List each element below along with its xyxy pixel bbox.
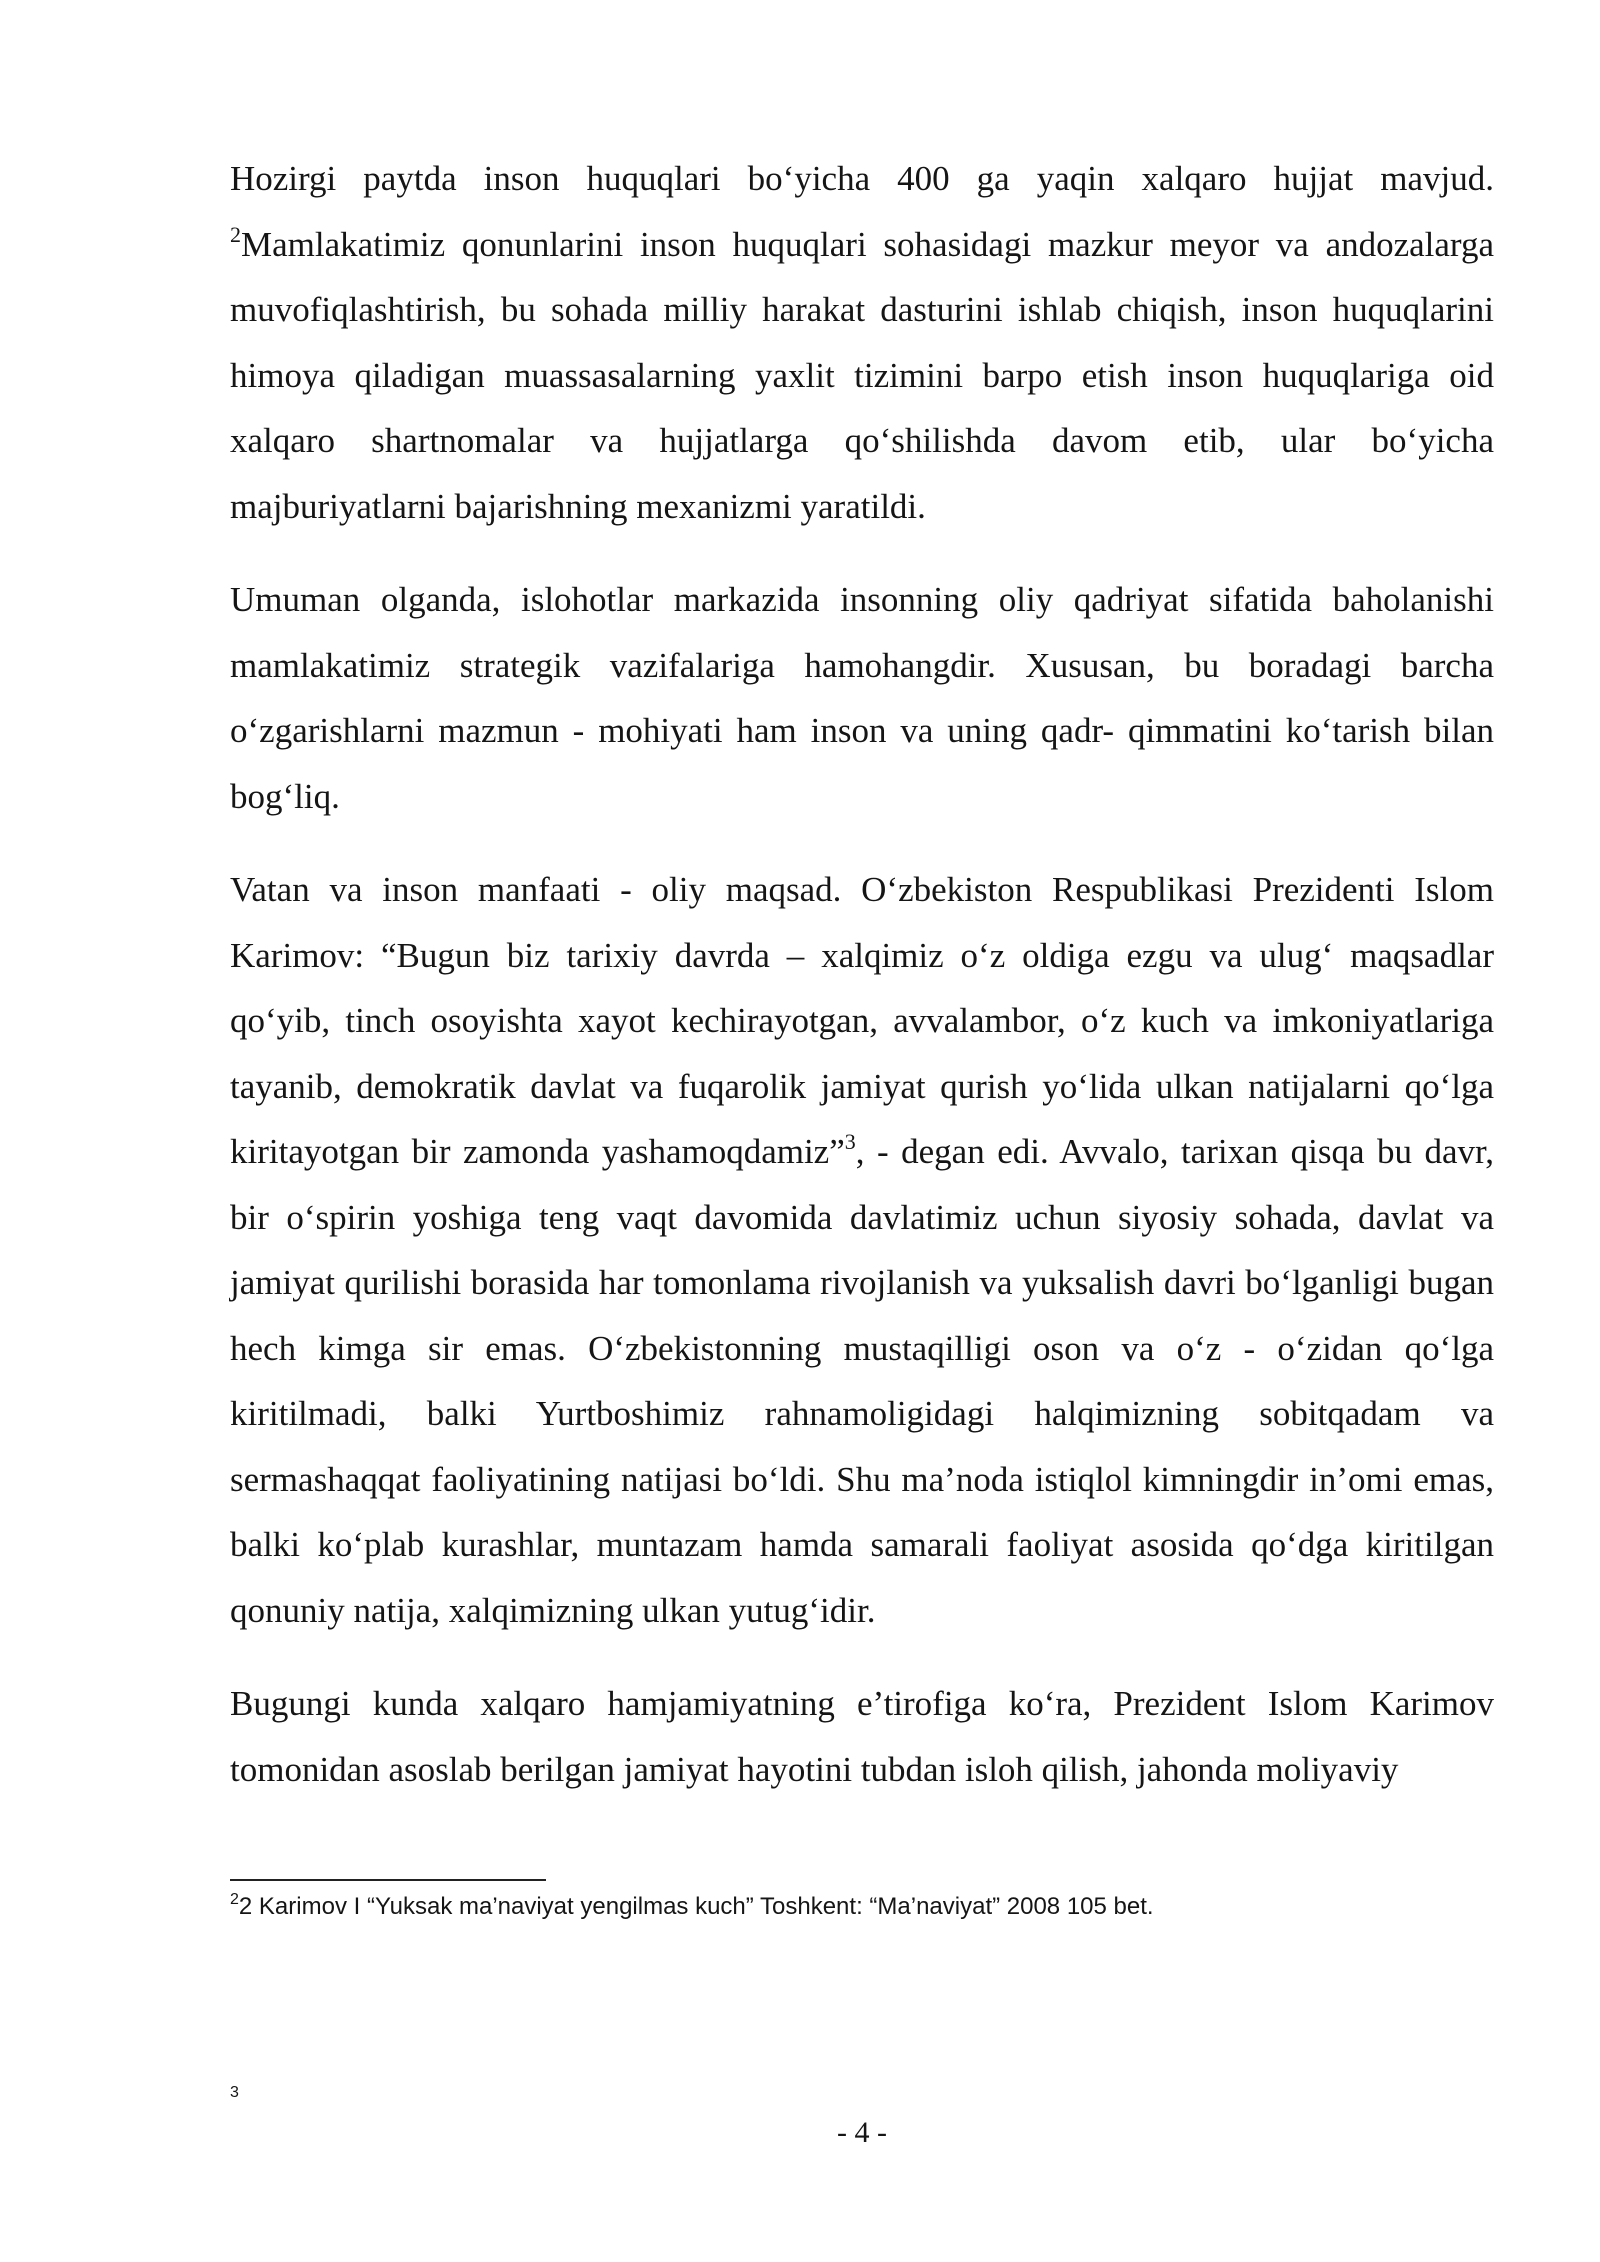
footnote-ref-2[interactable]: 2 [230,221,241,247]
footnote-3-marker: 3 [230,2084,239,2101]
body-text [230,146,1494,1802]
paragraph-1-text-a: Hozirgi paytda inson huquqlari bo‘yicha 400 ga yaqin xalqaro hujjat mavjud. [230,159,1494,198]
footnote-ref-3[interactable]: 3 [844,1129,856,1154]
paragraph-1-text-b: Mamlakatimiz qonunlarini inson huquqlari sohasidagi mazkur meyor va andozalarga muvofiqlashtirish, bu sohada milliy harakat dasturini ishlab chiqish, inson huquqlarini himoya qiladigan muassasalarning yaxlit tizimini barpo etish inson huquqlariga oid xalqaro shartnomalar va hujjatlarga qo‘shilishda davom etib, ular bo‘yicha majburiyatlarni bajarishning mexanizmi yaratildi. [230,224,1494,526]
paragraph-4: Bugungi kunda xalqaro hamjamiyatning e’tirofiga ko‘ra, Prezident Islom Karimov tomonidan asoslab berilgan jamiyat hayotini tubdan isloh qilish, jahonda moliyaviy [230,1684,1494,1789]
paragraph-3 [230,857,1494,1643]
paragraph-3-text-b: , - degan edi. Avvalo, tarixan qisqa bu davr, bir o‘spirin yoshiga teng vaqt davomida davlatimiz uchun siyosiy sohada, davlat va jamiyat qurilishi borasida har tomonlama rivojlanish va yuksalish davri bo‘lganligi bugan hech kimga sir emas. O‘zbekistonning mustaqilligi oson va o‘z - o‘zidan qo‘lga kiritilmadi, balki Yurtboshimiz rahnamoligidagi halqimizning sobitqadam va sermashaqqat faoliyatining natijasi bo‘ldi. Shu ma’noda istiqlol kimningdir in’omi emas, balki ko‘plab kurashlar, muntazam hamda samarali faoliyat asosida qo‘dga kiritilgan qonuniy natija, xalqimizning ulkan yutug‘idir. [230,1132,1494,1630]
paragraph-1 [230,146,1494,539]
page-number: - 4 - [837,2116,887,2149]
paragraph-3-text-a: Vatan va inson manfaati - oliy maqsad. O‘zbekiston Respublikasi Prezidenti Islom Karimov: “Bugun biz tarixiy davrda – xalqimiz o‘z oldiga ezgu va ulug‘ maqsadlar qo‘yib, tinch osoyishta xayot kechirayotgan, avvalambor, o‘z kuch va imkoniyatlariga tayanib, demokratik davlat va fuqarolik jamiyat qurish yo‘lida ulkan natijalarni qo‘lga kiritayotgan bir zamonda yashamoqdamiz” [230,870,1494,1171]
paragraph-2: Umuman olganda, islohotlar markazida insonning oliy qadriyat sifatida baholanishi mamlakatimiz strategik vazifalariga hamohangdir. Xususan, bu boradagi barcha o‘zgarishlarni mazmun - mohiyati ham inson va uning qadr- qimmatini ko‘tarish bilan bog‘liq. [230,580,1494,816]
footnote-2-marker: 2 [230,1891,239,1908]
footnote-2-text: 2 Karimov I “Yuksak ma’naviyat yengilmas kuch” Toshkent: “Ma’naviyat” 2008 105 bet. [238,1893,1154,1920]
footnote-separator [230,1879,546,1881]
footnote-2 [230,1890,1494,1924]
